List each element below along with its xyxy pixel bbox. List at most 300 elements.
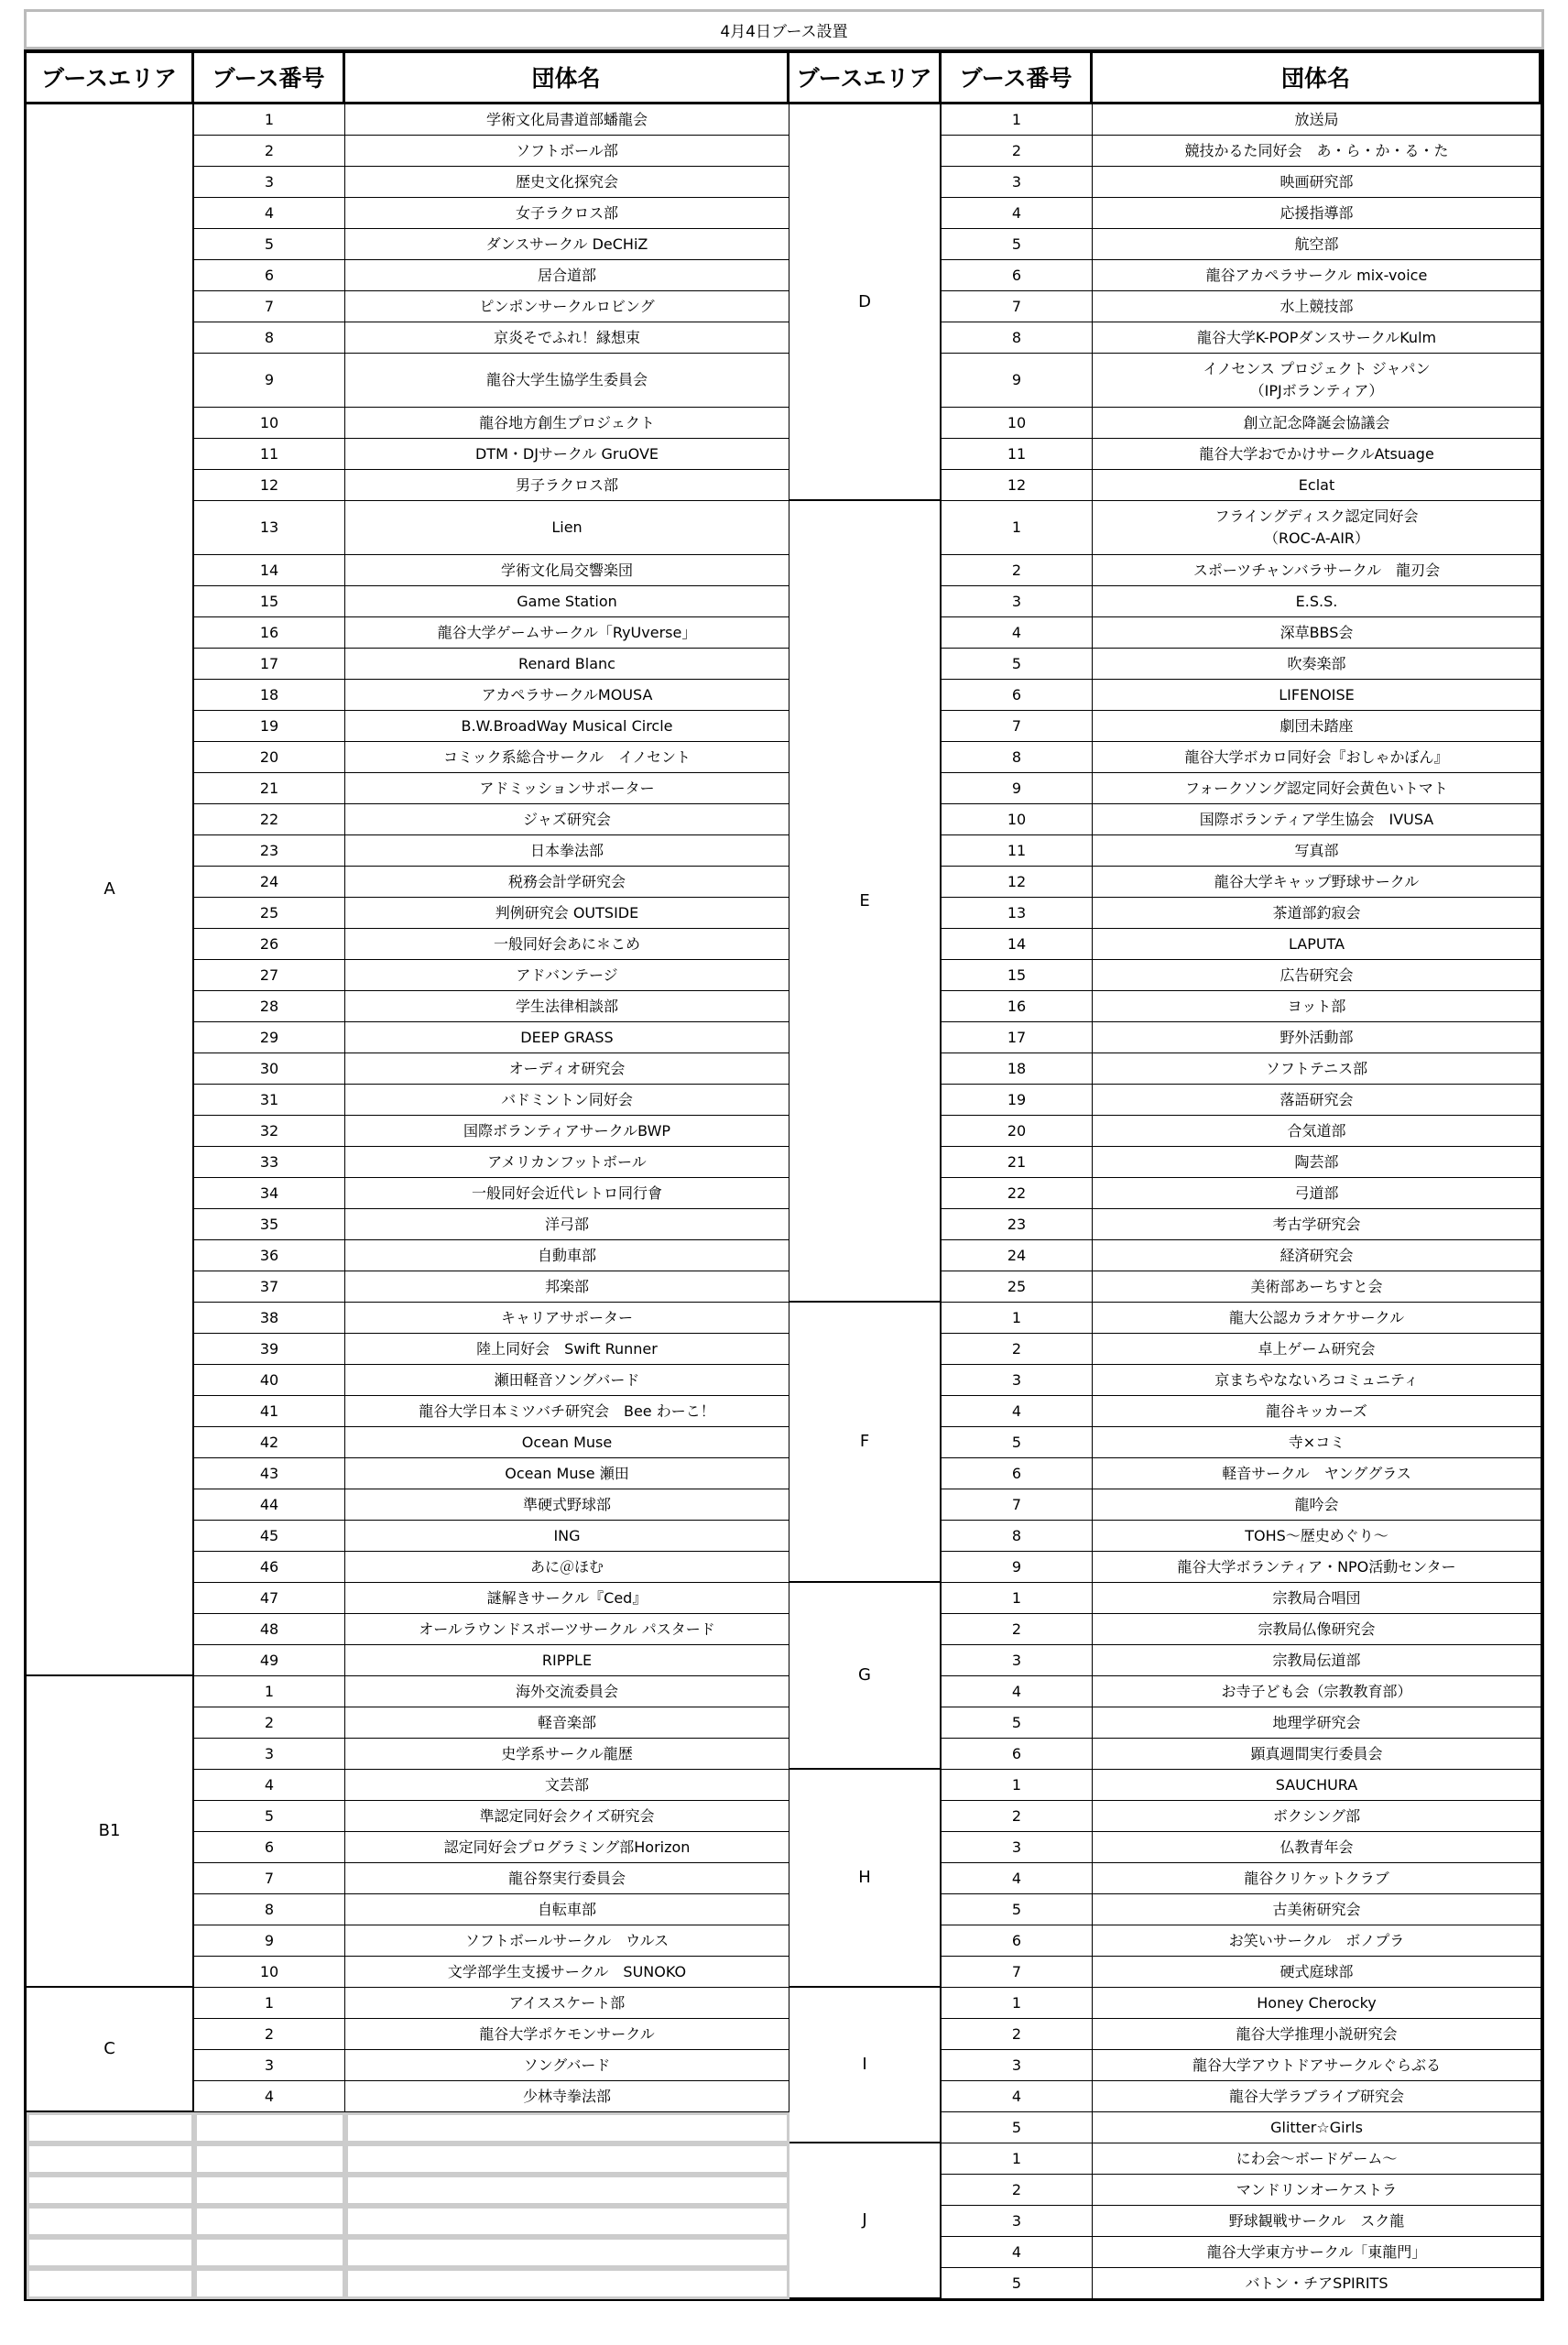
booth-number: 9 — [942, 1552, 1093, 1583]
booth-number: 24 — [194, 867, 345, 898]
organization-name: 京まちやなないろコミュニティ — [1093, 1365, 1541, 1396]
booth-number: 47 — [194, 1583, 345, 1614]
booth-number: 43 — [194, 1458, 345, 1489]
organization-name: 軽音サークル ヤンググラス — [1093, 1458, 1541, 1489]
organization-name: 一般同好会近代レトロ同行會 — [345, 1178, 789, 1209]
organization-name: 吹奏楽部 — [1093, 649, 1541, 680]
booth-number: 3 — [942, 1365, 1093, 1396]
organization-name: 合気道部 — [1093, 1116, 1541, 1147]
booth-number: 17 — [942, 1022, 1093, 1053]
empty-cell — [194, 2112, 345, 2143]
booth-number: 5 — [942, 1427, 1093, 1458]
organization-name: LAPUTA — [1093, 929, 1541, 960]
empty-cell — [345, 2237, 789, 2268]
booth-number: 2 — [194, 136, 345, 167]
organization-name: 文学部学生支援サークル SUNOKO — [345, 1957, 789, 1988]
organization-name: RIPPLE — [345, 1645, 789, 1676]
organization-name: 龍谷大学東方サークル「東龍門」 — [1093, 2237, 1541, 2268]
organization-name: 国際ボランティア学生協会 IVUSA — [1093, 804, 1541, 835]
booth-number: 3 — [942, 2050, 1093, 2081]
organization-name: 龍谷大学アウトドアサークルぐらぶる — [1093, 2050, 1541, 2081]
booth-number: 18 — [942, 1053, 1093, 1085]
page-title: 4月4日ブース設置 — [24, 9, 1544, 49]
organization-name: ソフトボール部 — [345, 136, 789, 167]
organization-name: 国際ボランティアサークルBWP — [345, 1116, 789, 1147]
organization-name: 映画研究部 — [1093, 167, 1541, 198]
booth-number: 2 — [942, 1614, 1093, 1645]
booth-number: 3 — [194, 167, 345, 198]
booth-number: 16 — [942, 991, 1093, 1022]
booth-number: 36 — [194, 1240, 345, 1271]
empty-cell — [27, 2112, 194, 2143]
organization-name: 判例研究会 OUTSIDE — [345, 898, 789, 929]
organization-name: 龍谷大学ポケモンサークル — [345, 2019, 789, 2050]
booth-number: 9 — [194, 354, 345, 408]
organization-name: 女子ラクロス部 — [345, 198, 789, 229]
booth-number: 5 — [942, 1894, 1093, 1925]
booth-number: 26 — [194, 929, 345, 960]
booth-area: A — [27, 104, 194, 1676]
organization-name: 美術部あーちすと会 — [1093, 1271, 1541, 1303]
booth-number: 33 — [194, 1147, 345, 1178]
booth-number: 2 — [942, 2019, 1093, 2050]
booth-number: 5 — [942, 1707, 1093, 1739]
organization-name: 陸上同好会 Swift Runner — [345, 1334, 789, 1365]
empty-cell — [345, 2112, 789, 2143]
booth-number: 12 — [194, 470, 345, 501]
booth-number: 10 — [194, 408, 345, 439]
organization-name: イノセンス プロジェクト ジャパン （IPJボランティア） — [1093, 354, 1541, 408]
organization-name: 洋弓部 — [345, 1209, 789, 1240]
booth-area: E — [789, 501, 942, 1303]
organization-name: ジャズ研究会 — [345, 804, 789, 835]
booth-area: B1 — [27, 1676, 194, 1988]
booth-number: 7 — [942, 1957, 1093, 1988]
booth-number: 1 — [942, 2143, 1093, 2175]
organization-name: Glitter☆Girls — [1093, 2112, 1541, 2143]
booth-number: 6 — [942, 1739, 1093, 1770]
organization-name: 写真部 — [1093, 835, 1541, 867]
sheet — [24, 9, 1544, 2301]
booth-number: 12 — [942, 470, 1093, 501]
organization-name: 硬式庭球部 — [1093, 1957, 1541, 1988]
organization-name: スポーツチャンバラサークル 龍刃会 — [1093, 555, 1541, 586]
organization-name: キャリアサポーター — [345, 1303, 789, 1334]
organization-name: 文芸部 — [345, 1770, 789, 1801]
organization-name: 龍谷大学日本ミツバチ研究会 Bee わーこ！ — [345, 1396, 789, 1427]
empty-cell — [345, 2206, 789, 2237]
booth-number: 22 — [194, 804, 345, 835]
booth-number: 9 — [942, 354, 1093, 408]
booth-number: 23 — [194, 835, 345, 867]
header-num: ブース番号 — [194, 53, 345, 104]
booth-number: 37 — [194, 1271, 345, 1303]
organization-name: 龍大公認カラオケサークル — [1093, 1303, 1541, 1334]
organization-name: バトン・チアSPIRITS — [1093, 2268, 1541, 2299]
organization-name: 瀬田軽音ソングバード — [345, 1365, 789, 1396]
organization-name: 龍谷大学ゲームサークル「RyUverse」 — [345, 617, 789, 649]
booth-number: 18 — [194, 680, 345, 711]
booth-number: 4 — [942, 1863, 1093, 1894]
booth-number: 11 — [194, 439, 345, 470]
organization-name: 寺×コミ — [1093, 1427, 1541, 1458]
organization-name: 深草BBS会 — [1093, 617, 1541, 649]
booth-number: 15 — [942, 960, 1093, 991]
organization-name: 龍谷大学推理小説研究会 — [1093, 2019, 1541, 2050]
empty-cell — [27, 2206, 194, 2237]
booth-number: 30 — [194, 1053, 345, 1085]
booth-number: 34 — [194, 1178, 345, 1209]
organization-name: オーディオ研究会 — [345, 1053, 789, 1085]
booth-number: 1 — [942, 104, 1093, 136]
organization-name: 居合道部 — [345, 260, 789, 291]
organization-name: SAUCHURA — [1093, 1770, 1541, 1801]
booth-number: 22 — [942, 1178, 1093, 1209]
organization-name: 海外交流委員会 — [345, 1676, 789, 1707]
organization-name: Ocean Muse — [345, 1427, 789, 1458]
booth-number: 3 — [942, 1832, 1093, 1863]
booth-number: 4 — [194, 2081, 345, 2112]
organization-name: Eclat — [1093, 470, 1541, 501]
booth-number: 16 — [194, 617, 345, 649]
organization-name: ソフトボールサークル ウルス — [345, 1925, 789, 1957]
organization-name: コミック系総合サークル イノセント — [345, 742, 789, 773]
organization-name: 学生法律相談部 — [345, 991, 789, 1022]
booth-number: 5 — [942, 2112, 1093, 2143]
booth-number: 6 — [942, 1458, 1093, 1489]
empty-cell — [27, 2237, 194, 2268]
booth-number: 1 — [942, 501, 1093, 555]
organization-name: 史学系サークル龍歴 — [345, 1739, 789, 1770]
booth-number: 49 — [194, 1645, 345, 1676]
organization-name: 宗教局合唱団 — [1093, 1583, 1541, 1614]
organization-name: 卓上ゲーム研究会 — [1093, 1334, 1541, 1365]
organization-name: ボクシング部 — [1093, 1801, 1541, 1832]
organization-name: 龍谷大学K-POPダンスサークルKulm — [1093, 322, 1541, 354]
booth-table — [24, 49, 1544, 2301]
organization-name: バドミントン同好会 — [345, 1085, 789, 1116]
booth-number: 13 — [194, 501, 345, 555]
organization-name: あに＠ほむ — [345, 1552, 789, 1583]
booth-number: 2 — [942, 2175, 1093, 2206]
organization-name: ソフトテニス部 — [1093, 1053, 1541, 1085]
organization-name: Renard Blanc — [345, 649, 789, 680]
header-name: 団体名 — [1093, 53, 1541, 104]
organization-name: Lien — [345, 501, 789, 555]
booth-area: G — [789, 1583, 942, 1770]
empty-cell — [194, 2143, 345, 2175]
booth-number: 3 — [194, 2050, 345, 2081]
booth-area: J — [789, 2143, 942, 2299]
organization-name: 自転車部 — [345, 1894, 789, 1925]
booth-number: 35 — [194, 1209, 345, 1240]
organization-name: 陶芸部 — [1093, 1147, 1541, 1178]
organization-name: 創立記念降誕会協議会 — [1093, 408, 1541, 439]
organization-name: 茶道部釣寂会 — [1093, 898, 1541, 929]
organization-name: 学術文化局書道部蟠龍会 — [345, 104, 789, 136]
organization-name: 龍谷大学キャップ野球サークル — [1093, 867, 1541, 898]
organization-name: ヨット部 — [1093, 991, 1541, 1022]
organization-name: 龍谷大学おでかけサークルAtsuage — [1093, 439, 1541, 470]
organization-name: 地理学研究会 — [1093, 1707, 1541, 1739]
organization-name: TOHS～歴史めぐり～ — [1093, 1521, 1541, 1552]
booth-number: 2 — [942, 1334, 1093, 1365]
booth-number: 25 — [942, 1271, 1093, 1303]
organization-name: フォークソング認定同好会黄色いトマト — [1093, 773, 1541, 804]
booth-number: 10 — [194, 1957, 345, 1988]
organization-name: 龍谷クリケットクラブ — [1093, 1863, 1541, 1894]
empty-cell — [194, 2175, 345, 2206]
booth-area: D — [789, 104, 942, 501]
organization-name: 顕真週間実行委員会 — [1093, 1739, 1541, 1770]
organization-name: 龍谷大学ラブライブ研究会 — [1093, 2081, 1541, 2112]
booth-number: 2 — [942, 555, 1093, 586]
booth-number: 46 — [194, 1552, 345, 1583]
organization-name: 経済研究会 — [1093, 1240, 1541, 1271]
booth-number: 48 — [194, 1614, 345, 1645]
organization-name: アドバンテージ — [345, 960, 789, 991]
organization-name: Ocean Muse 瀬田 — [345, 1458, 789, 1489]
organization-name: DEEP GRASS — [345, 1022, 789, 1053]
organization-name: 龍谷祭実行委員会 — [345, 1863, 789, 1894]
organization-name: B.W.BroadWay Musical Circle — [345, 711, 789, 742]
booth-number: 3 — [942, 586, 1093, 617]
booth-number: 4 — [194, 198, 345, 229]
booth-number: 27 — [194, 960, 345, 991]
booth-number: 11 — [942, 835, 1093, 867]
booth-number: 40 — [194, 1365, 345, 1396]
organization-name: 一般同好会あに＊こめ — [345, 929, 789, 960]
booth-number: 10 — [942, 804, 1093, 835]
booth-number: 6 — [942, 260, 1093, 291]
booth-number: 8 — [942, 742, 1093, 773]
booth-number: 9 — [194, 1925, 345, 1957]
booth-number: 14 — [194, 555, 345, 586]
organization-name: 競技かるた同好会 あ・ら・か・る・た — [1093, 136, 1541, 167]
booth-number: 10 — [942, 408, 1093, 439]
booth-number: 1 — [194, 1988, 345, 2019]
organization-name: 劇団未踏座 — [1093, 711, 1541, 742]
booth-number: 1 — [942, 1770, 1093, 1801]
booth-number: 4 — [942, 1676, 1093, 1707]
booth-area: C — [27, 1988, 194, 2112]
booth-number: 41 — [194, 1396, 345, 1427]
organization-name: アカペラサークルMOUSA — [345, 680, 789, 711]
organization-name: 龍谷大学生協学生委員会 — [345, 354, 789, 408]
booth-number: 6 — [942, 1925, 1093, 1957]
booth-number: 19 — [194, 711, 345, 742]
booth-number: 20 — [194, 742, 345, 773]
header-name: 団体名 — [345, 53, 789, 104]
booth-number: 31 — [194, 1085, 345, 1116]
booth-number: 11 — [942, 439, 1093, 470]
organization-name: 認定同好会プログラミング部Horizon — [345, 1832, 789, 1863]
organization-name: 龍谷地方創生プロジェクト — [345, 408, 789, 439]
organization-name: 落語研究会 — [1093, 1085, 1541, 1116]
organization-name: 古美術研究会 — [1093, 1894, 1541, 1925]
organization-name: フライングディスク認定同好会 （ROC-A-AIR） — [1093, 501, 1541, 555]
booth-number: 14 — [942, 929, 1093, 960]
organization-name: 広告研究会 — [1093, 960, 1541, 991]
booth-area: H — [789, 1770, 942, 1988]
booth-number: 38 — [194, 1303, 345, 1334]
booth-number: 9 — [942, 773, 1093, 804]
booth-number: 8 — [942, 322, 1093, 354]
booth-number: 13 — [942, 898, 1093, 929]
booth-number: 1 — [194, 104, 345, 136]
organization-name: 龍谷アカペラサークル mix-voice — [1093, 260, 1541, 291]
booth-number: 1 — [942, 1988, 1093, 2019]
organization-name: 水上競技部 — [1093, 291, 1541, 322]
booth-number: 8 — [194, 322, 345, 354]
empty-cell — [345, 2268, 789, 2299]
booth-number: 2 — [942, 1801, 1093, 1832]
booth-number: 3 — [194, 1739, 345, 1770]
booth-number: 1 — [942, 1583, 1093, 1614]
empty-cell — [194, 2237, 345, 2268]
organization-name: オールラウンドスポーツサークル パスタード — [345, 1614, 789, 1645]
empty-cell — [27, 2175, 194, 2206]
organization-name: 軽音楽部 — [345, 1707, 789, 1739]
organization-name: 弓道部 — [1093, 1178, 1541, 1209]
organization-name: 準硬式野球部 — [345, 1489, 789, 1521]
organization-name: Honey Cherocky — [1093, 1988, 1541, 2019]
organization-name: 応援指導部 — [1093, 198, 1541, 229]
organization-name: 龍谷大学ボランティア・NPO活動センター — [1093, 1552, 1541, 1583]
header-area: ブースエリア — [789, 53, 942, 104]
organization-name: お寺子ども会（宗教教育部） — [1093, 1676, 1541, 1707]
organization-name: 宗教局伝道部 — [1093, 1645, 1541, 1676]
organization-name: ING — [345, 1521, 789, 1552]
organization-name: にわ会～ボードゲーム～ — [1093, 2143, 1541, 2175]
organization-name: 放送局 — [1093, 104, 1541, 136]
booth-number: 7 — [942, 711, 1093, 742]
booth-number: 5 — [942, 2268, 1093, 2299]
booth-number: 4 — [942, 2237, 1093, 2268]
organization-name: 野外活動部 — [1093, 1022, 1541, 1053]
booth-number: 29 — [194, 1022, 345, 1053]
booth-number: 7 — [942, 291, 1093, 322]
empty-cell — [27, 2268, 194, 2299]
organization-name: LIFENOISE — [1093, 680, 1541, 711]
booth-number: 12 — [942, 867, 1093, 898]
organization-name: Game Station — [345, 586, 789, 617]
booth-number: 15 — [194, 586, 345, 617]
organization-name: 龍谷キッカーズ — [1093, 1396, 1541, 1427]
organization-name: 仏教青年会 — [1093, 1832, 1541, 1863]
organization-name: DTM・DJサークル GruOVE — [345, 439, 789, 470]
organization-name: お笑いサークル ボノプラ — [1093, 1925, 1541, 1957]
organization-name: 税務会計学研究会 — [345, 867, 789, 898]
organization-name: 歴史文化探究会 — [345, 167, 789, 198]
empty-cell — [194, 2206, 345, 2237]
booth-number: 20 — [942, 1116, 1093, 1147]
booth-number: 39 — [194, 1334, 345, 1365]
booth-number: 4 — [942, 1396, 1093, 1427]
organization-name: 準認定同好会クイズ研究会 — [345, 1801, 789, 1832]
organization-name: 京炎そでふれ！縁想束 — [345, 322, 789, 354]
booth-number: 2 — [194, 2019, 345, 2050]
booth-number: 42 — [194, 1427, 345, 1458]
organization-name: 邦楽部 — [345, 1271, 789, 1303]
organization-name: 自動車部 — [345, 1240, 789, 1271]
booth-number: 21 — [942, 1147, 1093, 1178]
booth-number: 7 — [194, 1863, 345, 1894]
booth-number: 8 — [194, 1894, 345, 1925]
booth-number: 7 — [942, 1489, 1093, 1521]
booth-number: 6 — [942, 680, 1093, 711]
booth-number: 4 — [942, 2081, 1093, 2112]
organization-name: ピンポンサークルロビング — [345, 291, 789, 322]
organization-name: マンドリンオーケストラ — [1093, 2175, 1541, 2206]
organization-name: 学術文化局交響楽団 — [345, 555, 789, 586]
booth-area: F — [789, 1303, 942, 1583]
booth-number: 2 — [194, 1707, 345, 1739]
empty-cell — [345, 2175, 789, 2206]
booth-number: 4 — [942, 617, 1093, 649]
booth-number: 25 — [194, 898, 345, 929]
organization-name: ダンスサークル DeCHiZ — [345, 229, 789, 260]
booth-number: 1 — [194, 1676, 345, 1707]
booth-number: 3 — [942, 2206, 1093, 2237]
booth-number: 4 — [194, 1770, 345, 1801]
booth-number: 7 — [194, 291, 345, 322]
organization-name: 航空部 — [1093, 229, 1541, 260]
organization-name: 野球観戦サークル スク龍 — [1093, 2206, 1541, 2237]
booth-number: 5 — [194, 229, 345, 260]
booth-number: 44 — [194, 1489, 345, 1521]
organization-name: アドミッションサポーター — [345, 773, 789, 804]
booth-number: 1 — [942, 1303, 1093, 1334]
booth-number: 5 — [194, 1801, 345, 1832]
booth-number: 17 — [194, 649, 345, 680]
empty-cell — [194, 2268, 345, 2299]
organization-name: E.S.S. — [1093, 586, 1541, 617]
booth-number: 6 — [194, 260, 345, 291]
organization-name: ソングバード — [345, 2050, 789, 2081]
booth-number: 28 — [194, 991, 345, 1022]
booth-number: 23 — [942, 1209, 1093, 1240]
booth-number: 5 — [942, 649, 1093, 680]
organization-name: 宗教局仏像研究会 — [1093, 1614, 1541, 1645]
booth-number: 32 — [194, 1116, 345, 1147]
organization-name: アメリカンフットボール — [345, 1147, 789, 1178]
organization-name: アイススケート部 — [345, 1988, 789, 2019]
booth-number: 5 — [942, 229, 1093, 260]
booth-number: 21 — [194, 773, 345, 804]
organization-name: 日本拳法部 — [345, 835, 789, 867]
empty-cell — [27, 2143, 194, 2175]
header-area: ブースエリア — [27, 53, 194, 104]
booth-number: 4 — [942, 198, 1093, 229]
organization-name: 少林寺拳法部 — [345, 2081, 789, 2112]
organization-name: 龍吟会 — [1093, 1489, 1541, 1521]
booth-number: 19 — [942, 1085, 1093, 1116]
booth-area: I — [789, 1988, 942, 2143]
booth-number: 24 — [942, 1240, 1093, 1271]
header-num: ブース番号 — [942, 53, 1093, 104]
organization-name: 考古学研究会 — [1093, 1209, 1541, 1240]
organization-name: 謎解きサークル『Ced』 — [345, 1583, 789, 1614]
empty-cell — [345, 2143, 789, 2175]
booth-number: 3 — [942, 1645, 1093, 1676]
booth-number: 8 — [942, 1521, 1093, 1552]
booth-number: 6 — [194, 1832, 345, 1863]
organization-name: 龍谷大学ボカロ同好会『おしゃかぼん』 — [1093, 742, 1541, 773]
booth-number: 3 — [942, 167, 1093, 198]
booth-number: 45 — [194, 1521, 345, 1552]
organization-name: 男子ラクロス部 — [345, 470, 789, 501]
